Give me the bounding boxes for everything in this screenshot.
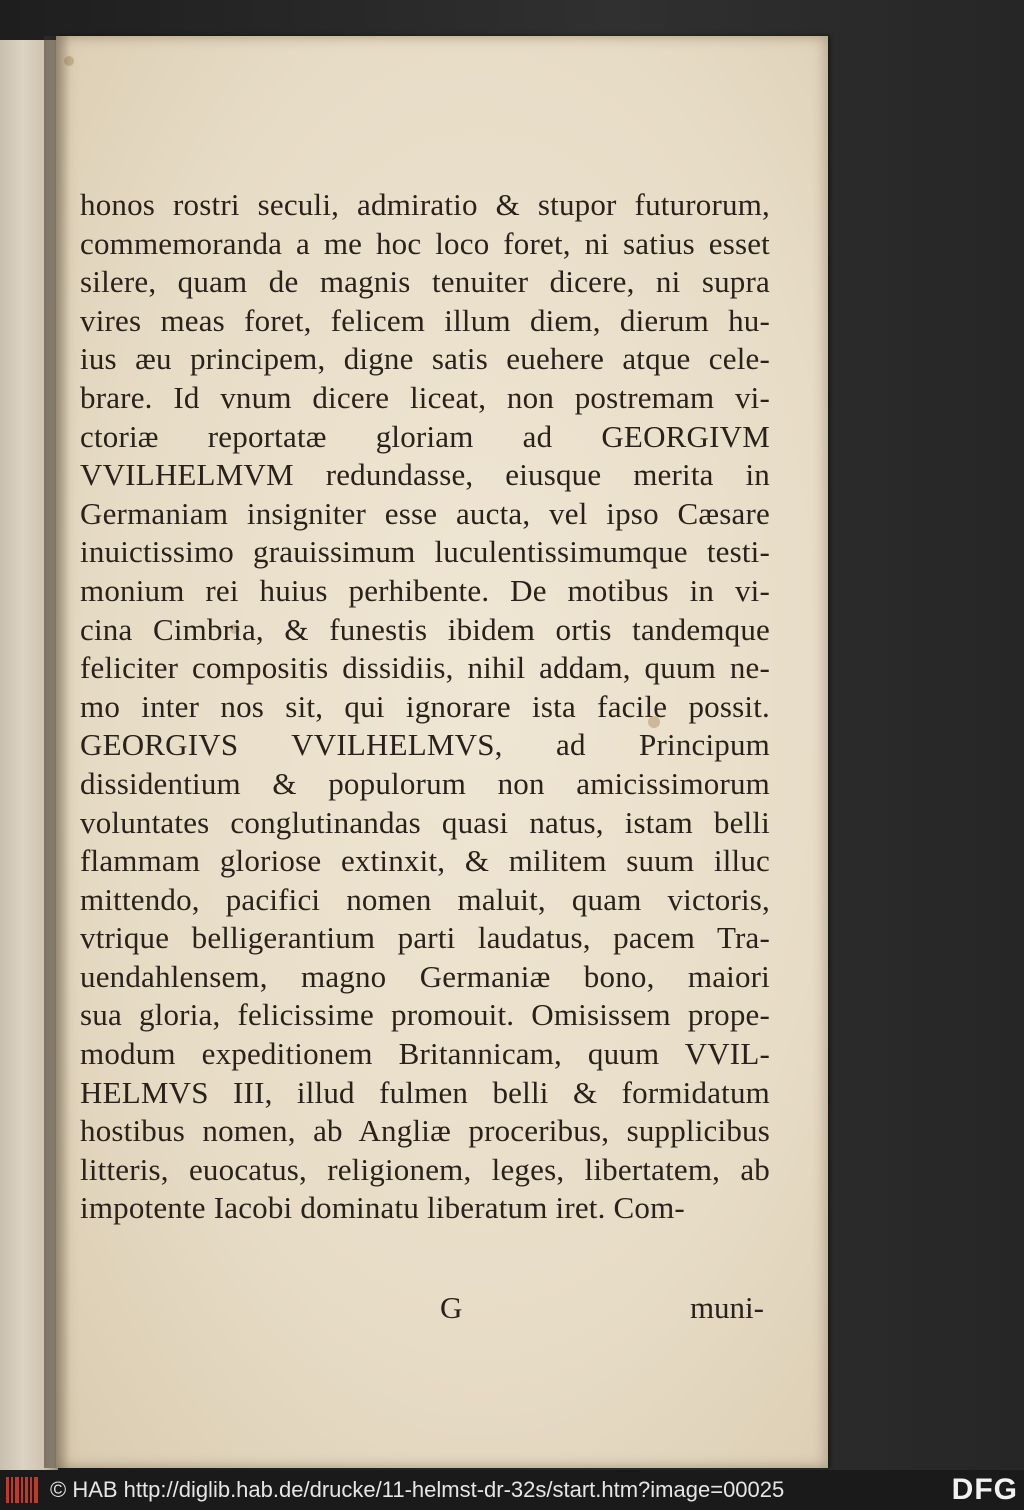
text-line: mittendo, pacifici nomen maluit, quam victoris,: [80, 881, 770, 917]
text-line: GEORGIVS VVILHELMVS, ad Principum: [80, 727, 770, 763]
text-line: cina Cimbria, & funestis ibidem ortis tandemque: [80, 611, 770, 647]
text-line: silere, quam de magnis tenuiter dicere, ni supra: [80, 264, 770, 300]
signature-mark: G: [440, 1290, 463, 1325]
text-line: mo inter nos sit, qui ignorare ista facile possit.: [80, 688, 770, 724]
text-line: ctoriæ reportatæ gloriam ad GEORGIVM: [80, 418, 770, 454]
text-line: commemoranda a me hoc loco foret, ni satius esset: [80, 225, 770, 261]
text-line: vires meas foret, felicem illum diem, dierum hu-: [80, 302, 770, 338]
page-body-text: [80, 186, 770, 1228]
spine-shadow: [44, 36, 70, 1468]
viewer-footer: [0, 1470, 1024, 1510]
text-line: honos rostri seculi, admiratio & stupor futurorum,: [80, 187, 770, 222]
text-line: hostibus nomen, ab Angliæ proceribus, supplicibus: [80, 1113, 770, 1149]
text-line: VVILHELMVM redundasse, eiusque merita in: [80, 457, 770, 493]
text-line: Germaniam insigniter esse aucta, vel ipso Cæsare: [80, 495, 770, 531]
text-line: impotente Iacobi dominatu liberatum iret. Com-: [80, 1190, 685, 1226]
text-line: voluntates conglutinandas quasi natus, istam belli: [80, 804, 770, 840]
text-line: sua gloria, felicissime promouit. Omisissem prope-: [80, 997, 770, 1033]
text-line: monium rei huius perhibente. De motibus in vi-: [80, 572, 770, 608]
text-line: ius æu principem, digne satis euehere atque cele-: [80, 341, 770, 377]
text-line: feliciter compositis dissidiis, nihil addam, quum ne-: [80, 650, 770, 686]
copyright-credit[interactable]: © HAB http://diglib.hab.de/drucke/11-helmst-dr-32s/start.htm?image=00025: [50, 1477, 785, 1502]
text-line: HELMVS III, illud fulmen belli & formidatum: [80, 1074, 770, 1110]
text-line: uendahlensem, magno Germaniæ bono, maiori: [80, 958, 770, 994]
dfg-logo: DFG: [951, 1473, 1018, 1506]
text-line: inuictissimo grauissimum luculentissimumque testi-: [80, 534, 770, 570]
text-line: flammam gloriose extinxit, & militem suum illuc: [80, 843, 770, 879]
text-line: vtrique belligerantium parti laudatus, pacem Tra-: [80, 920, 770, 956]
text-line: dissidentium & populorum non amicissimorum: [80, 765, 770, 801]
text-line: litteris, euocatus, religionem, leges, libertatem, ab: [80, 1151, 770, 1187]
hab-logo-icon: [6, 1477, 40, 1503]
text-line: brare. Id vnum dicere liceat, non postremam vi-: [80, 379, 770, 415]
catchword: muni-: [689, 1290, 764, 1325]
text-line: modum expeditionem Britannicam, quum VVIL-: [80, 1036, 770, 1072]
